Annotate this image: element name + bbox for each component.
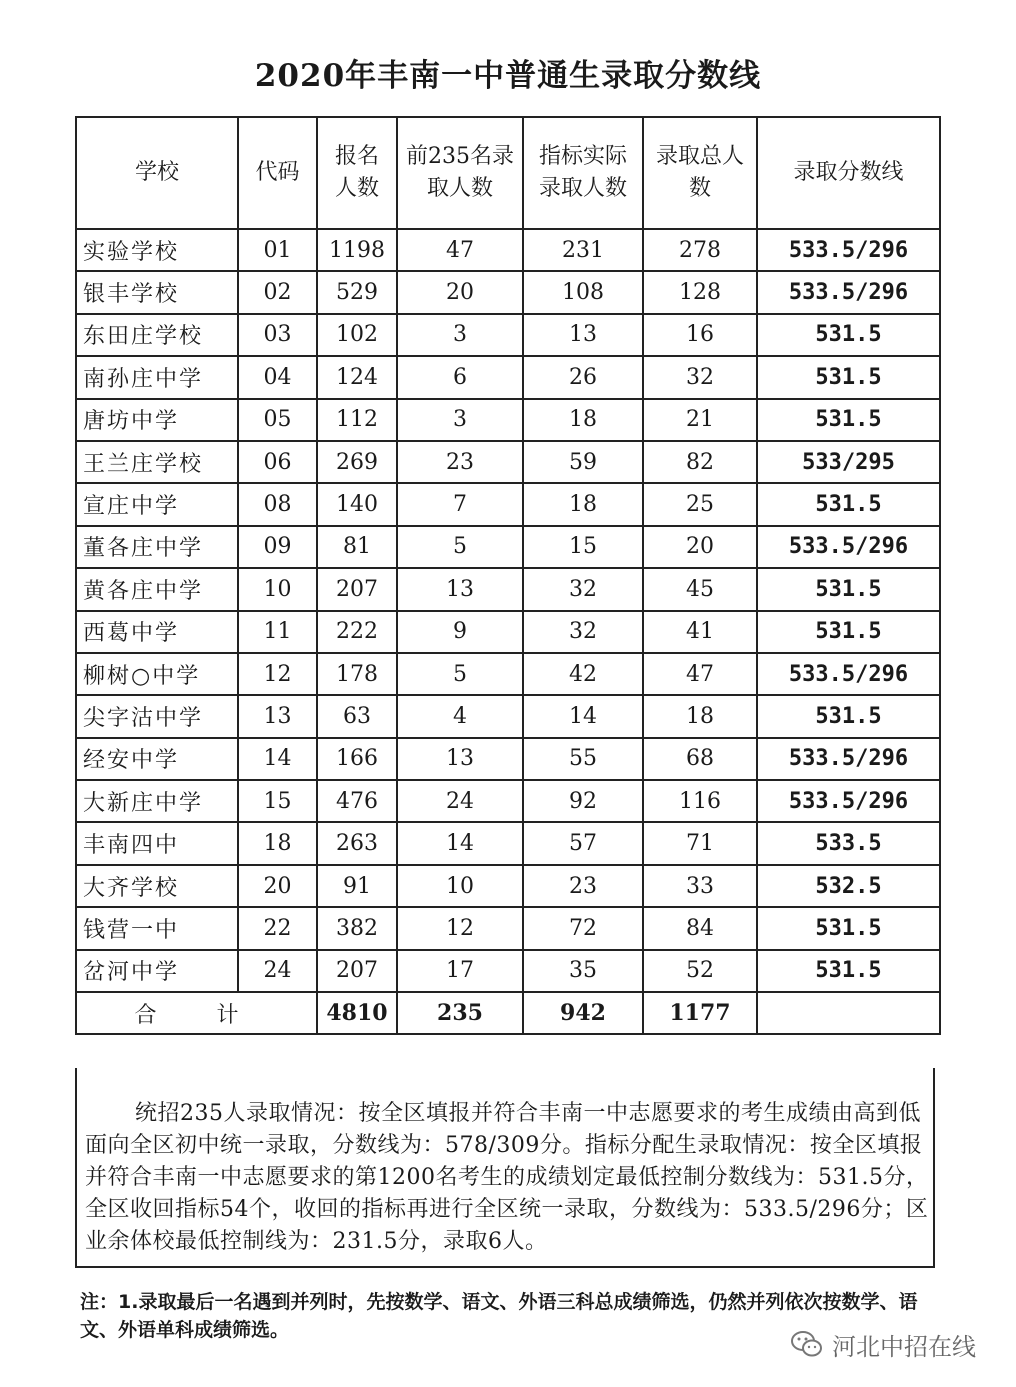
cell-code: 24: [238, 950, 317, 992]
cell-applicants: 63: [317, 695, 397, 737]
header-total: 录取总人数: [643, 117, 757, 229]
cell-total: 278: [643, 229, 757, 271]
cell-total: 16: [643, 314, 757, 356]
cell-top235: 12: [397, 907, 523, 949]
cell-code: 09: [238, 526, 317, 568]
cell-school: 银丰学校: [76, 271, 238, 313]
page-title: 2020年丰南一中普通生录取分数线: [254, 58, 762, 94]
cell-applicants: 382: [317, 907, 397, 949]
cell-quota: 72: [523, 907, 643, 949]
table-row: [76, 822, 940, 864]
cell-school: 西葛中学: [76, 611, 238, 653]
cell-code: 13: [238, 695, 317, 737]
cell-code: 12: [238, 653, 317, 695]
cell-applicants: 102: [317, 314, 397, 356]
cell-quota: 15: [523, 526, 643, 568]
cell-top235: 13: [397, 738, 523, 780]
cell-total: 45: [643, 568, 757, 610]
cell-applicants: 112: [317, 399, 397, 441]
cell-school: 岔河中学: [76, 950, 238, 992]
cell-school: 大新庄中学: [76, 780, 238, 822]
cell-code: 14: [238, 738, 317, 780]
cell-total: 82: [643, 441, 757, 483]
cell-total: 18: [643, 695, 757, 737]
table-row: [76, 695, 940, 737]
cell-total: 84: [643, 907, 757, 949]
cell-school: 董各庄中学: [76, 526, 238, 568]
table-row: [76, 356, 940, 398]
cell-quota: 108: [523, 271, 643, 313]
cell-quota: 23: [523, 865, 643, 907]
cell-total: 41: [643, 611, 757, 653]
cell-top235: 23: [397, 441, 523, 483]
cell-applicants: 476: [317, 780, 397, 822]
table-row: [76, 229, 940, 271]
cell-applicants: 1198: [317, 229, 397, 271]
cell-school: 经安中学: [76, 738, 238, 780]
cell-score: 531.5: [757, 695, 940, 737]
admission-note: 统招235人录取情况：按全区填报并符合丰南一中志愿要求的考生成绩由高到低面向全区初中统一录取，分数线为：578/309分。指标分配生录取情况：按全区填报并符合丰南一中志愿要求的第1200名考生的成绩划定最低控制分数线为：531.5分，全区收回指标54个，收回的指标再进行全区统一录取，分数线为：533.5/296分；区业余体校最低控制线为：231.5分，录取6人。: [85, 1101, 929, 1254]
cell-score: 531.5: [757, 483, 940, 525]
cell-score: 531.5: [757, 399, 940, 441]
cell-score: 533.5/296: [757, 229, 940, 271]
cell-school: 丰南四中: [76, 822, 238, 864]
cell-quota: 35: [523, 950, 643, 992]
cell-school: 钱营一中: [76, 907, 238, 949]
cell-code: 10: [238, 568, 317, 610]
cell-quota: 18: [523, 483, 643, 525]
cell-school: 王兰庄学校: [76, 441, 238, 483]
cell-quota: 32: [523, 611, 643, 653]
cell-quota: 26: [523, 356, 643, 398]
cell-school: 东田庄学校: [76, 314, 238, 356]
cell-total: 33: [643, 865, 757, 907]
table-row: [76, 483, 940, 525]
cell-total: 32: [643, 356, 757, 398]
cell-score: 531.5: [757, 950, 940, 992]
cell-code: 02: [238, 271, 317, 313]
table-row: [76, 441, 940, 483]
totals-quota: 942: [523, 992, 643, 1034]
cell-score: 533.5/296: [757, 780, 940, 822]
cell-quota: 57: [523, 822, 643, 864]
cell-top235: 20: [397, 271, 523, 313]
wechat-icon: [790, 1329, 824, 1359]
totals-applicants: 4810: [317, 992, 397, 1034]
header-school: 学校: [76, 117, 238, 229]
cell-total: 68: [643, 738, 757, 780]
table-row: [76, 950, 940, 992]
cell-school: 实验学校: [76, 229, 238, 271]
cell-school: 大齐学校: [76, 865, 238, 907]
cell-top235: 6: [397, 356, 523, 398]
table-header-row: [76, 117, 940, 229]
table-row: [76, 865, 940, 907]
cell-top235: 10: [397, 865, 523, 907]
cell-total: 20: [643, 526, 757, 568]
header-quota: 指标实际录取人数: [523, 117, 643, 229]
cell-applicants: 269: [317, 441, 397, 483]
cell-score: 533/295: [757, 441, 940, 483]
cell-score: 533.5/296: [757, 271, 940, 313]
table-row: [76, 738, 940, 780]
cell-score: 533.5: [757, 822, 940, 864]
cell-quota: 18: [523, 399, 643, 441]
header-code: 代码: [238, 117, 317, 229]
cell-applicants: 91: [317, 865, 397, 907]
cell-top235: 13: [397, 568, 523, 610]
cell-code: 04: [238, 356, 317, 398]
cell-school: 南孙庄中学: [76, 356, 238, 398]
table-row: [76, 271, 940, 313]
cell-school: 柳树○中学: [76, 653, 238, 695]
table-row: [76, 611, 940, 653]
footnote: 注：1.录取最后一名遇到并列时，先按数学、语文、外语三科总成绩筛选，仍然并列依次按数学、语文、外语单科成绩筛选。: [80, 1291, 918, 1341]
cell-applicants: 140: [317, 483, 397, 525]
totals-label: 合计: [76, 992, 317, 1034]
totals-row: [76, 992, 940, 1034]
watermark: [790, 1322, 1000, 1366]
cell-applicants: 207: [317, 568, 397, 610]
cell-top235: 9: [397, 611, 523, 653]
cell-total: 128: [643, 271, 757, 313]
totals-top235: 235: [397, 992, 523, 1034]
cell-code: 05: [238, 399, 317, 441]
cell-top235: 3: [397, 314, 523, 356]
cell-quota: 59: [523, 441, 643, 483]
cell-code: 03: [238, 314, 317, 356]
cell-quota: 231: [523, 229, 643, 271]
note-box: [75, 1068, 935, 1268]
cell-top235: 24: [397, 780, 523, 822]
cell-top235: 47: [397, 229, 523, 271]
cell-quota: 42: [523, 653, 643, 695]
cell-code: 22: [238, 907, 317, 949]
cell-top235: 14: [397, 822, 523, 864]
table-row: [76, 653, 940, 695]
cell-total: 71: [643, 822, 757, 864]
table-row: [76, 314, 940, 356]
cell-total: 52: [643, 950, 757, 992]
cell-quota: 55: [523, 738, 643, 780]
cell-applicants: 166: [317, 738, 397, 780]
cell-code: 11: [238, 611, 317, 653]
table-row: [76, 780, 940, 822]
cell-top235: 4: [397, 695, 523, 737]
cell-total: 116: [643, 780, 757, 822]
cell-code: 20: [238, 865, 317, 907]
cell-school: 黄各庄中学: [76, 568, 238, 610]
cell-applicants: 263: [317, 822, 397, 864]
admission-table: [75, 116, 941, 1035]
cell-score: 532.5: [757, 865, 940, 907]
cell-total: 25: [643, 483, 757, 525]
cell-top235: 5: [397, 653, 523, 695]
cell-applicants: 124: [317, 356, 397, 398]
header-applicants: 报名人数: [317, 117, 397, 229]
cell-top235: 17: [397, 950, 523, 992]
cell-score: 531.5: [757, 568, 940, 610]
cell-quota: 13: [523, 314, 643, 356]
cell-applicants: 81: [317, 526, 397, 568]
cell-quota: 32: [523, 568, 643, 610]
cell-school: 唐坊中学: [76, 399, 238, 441]
cell-score: 531.5: [757, 907, 940, 949]
cell-top235: 7: [397, 483, 523, 525]
cell-score: 533.5/296: [757, 653, 940, 695]
table-row: [76, 399, 940, 441]
table-row: [76, 526, 940, 568]
cell-school: 尖字沽中学: [76, 695, 238, 737]
cell-applicants: 178: [317, 653, 397, 695]
watermark-text: 河北中招在线: [832, 1332, 976, 1361]
cell-score: 531.5: [757, 314, 940, 356]
cell-top235: 3: [397, 399, 523, 441]
cell-applicants: 222: [317, 611, 397, 653]
header-top235: 前235名录取人数: [397, 117, 523, 229]
table-row: [76, 568, 940, 610]
header-score: 录取分数线: [757, 117, 940, 229]
totals-total: 1177: [643, 992, 757, 1034]
cell-code: 01: [238, 229, 317, 271]
cell-score: 531.5: [757, 356, 940, 398]
cell-school: 宣庄中学: [76, 483, 238, 525]
cell-code: 15: [238, 780, 317, 822]
cell-top235: 5: [397, 526, 523, 568]
cell-total: 21: [643, 399, 757, 441]
cell-applicants: 207: [317, 950, 397, 992]
cell-score: 533.5/296: [757, 526, 940, 568]
cell-quota: 92: [523, 780, 643, 822]
cell-total: 47: [643, 653, 757, 695]
cell-quota: 14: [523, 695, 643, 737]
cell-score: 531.5: [757, 611, 940, 653]
table-row: [76, 907, 940, 949]
cell-code: 06: [238, 441, 317, 483]
cell-code: 18: [238, 822, 317, 864]
cell-code: 08: [238, 483, 317, 525]
cell-applicants: 529: [317, 271, 397, 313]
cell-score: 533.5/296: [757, 738, 940, 780]
totals-score-empty: [757, 992, 940, 1034]
